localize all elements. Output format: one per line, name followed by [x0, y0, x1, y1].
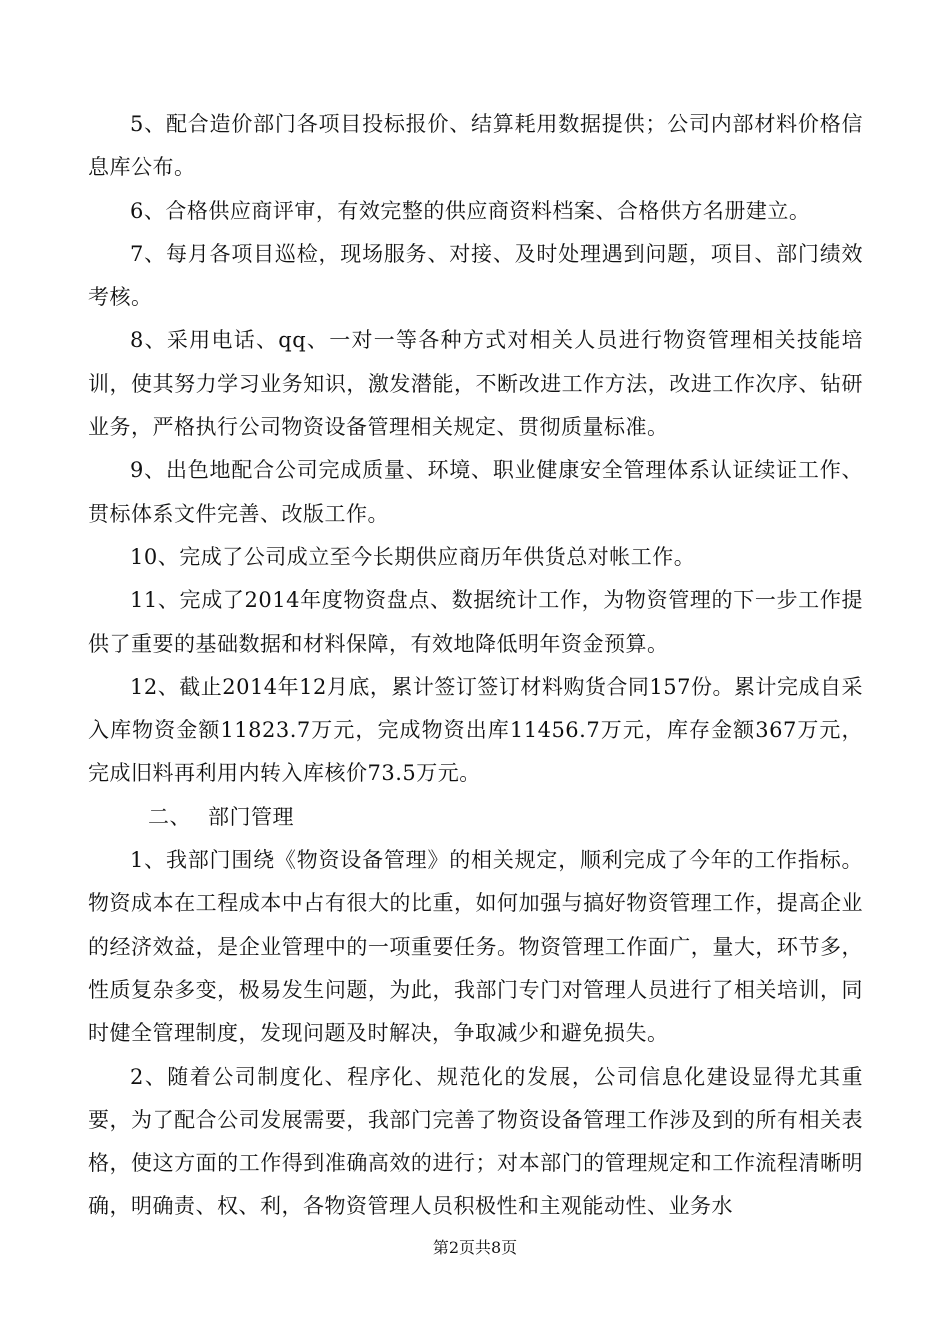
- paragraph-item-7: 7、每月各项目巡检，现场服务、对接、及时处理遇到问题，项目、部门绩效考核。: [88, 241, 863, 310]
- paragraph-item-11: 11、完成了2014年度物资盘点、数据统计工作，为物资管理的下一步工作提供了重要的基础数据和材料保障，有效地降低明年资金预算。: [88, 588, 863, 656]
- document-body: [88, 103, 863, 1229]
- section-heading-title: 部门管理: [208, 804, 294, 829]
- paragraph-item-5: 5、配合造价部门各项目投标报价、结算耗用数据提供；公司内部材料价格信息库公布。: [88, 112, 863, 180]
- section-heading-number: 二、: [148, 804, 191, 829]
- paragraph-item-9: 9、出色地配合公司完成质量、环境、职业健康安全管理体系认证续证工作、贯标体系文件完善、改版工作。: [88, 458, 863, 526]
- paragraph-item-10: 10、完成了公司成立至今长期供应商历年供货总对帐工作。: [130, 544, 696, 569]
- paragraph-item-6: 6、合格供应商评审，有效完整的供应商资料档案、合格供方名册建立。: [130, 198, 811, 223]
- paragraph-item-12: 12、截止2014年12月底，累计签订签订材料购货合同157份。累计完成自采入库物资金额11823.7万元，完成物资出库11456.7万元，库存金额367万元，完成旧料再利用内转入库核价73.5万元。: [88, 674, 863, 786]
- paragraph-dept-1: 1、我部门围绕《物资设备管理》的相关规定，顺利完成了今年的工作指标。物资成本在工程成本中占有很大的比重，如何加强与搞好物资管理工作，提高企业的经济效益，是企业管理中的一项重要任务。物资管理工作面广，量大，环节多，性质复杂多变，极易发生问题，为此，我部门专门对管理人员进行了相关培训，同时健全管理制度，发现问题及时解决，争取减少和避免损失。: [88, 848, 863, 1046]
- paragraph-item-8: 8、采用电话、qq、一对一等各种方式对相关人员进行物资管理相关技能培训，使其努力学习业务知识，激发潜能，不断改进工作方法，改进工作次序、钻研业务，严格执行公司物资设备管理相关规定、贯彻质量标准。: [88, 328, 863, 440]
- section-heading: [88, 796, 863, 839]
- page-number-footer: 第2页共8页: [432, 1238, 518, 1257]
- paragraph-dept-2: 2、随着公司制度化、程序化、规范化的发展，公司信息化建设显得尤其重要，为了配合公司发展需要，我部门完善了物资设备管理工作涉及到的所有相关表格，使这方面的工作得到准确高效的进行；对本部门的管理规定和工作流程清晰明确，明确责、权、利，各物资管理人员积极性和主观能动性、业务水: [88, 1064, 863, 1219]
